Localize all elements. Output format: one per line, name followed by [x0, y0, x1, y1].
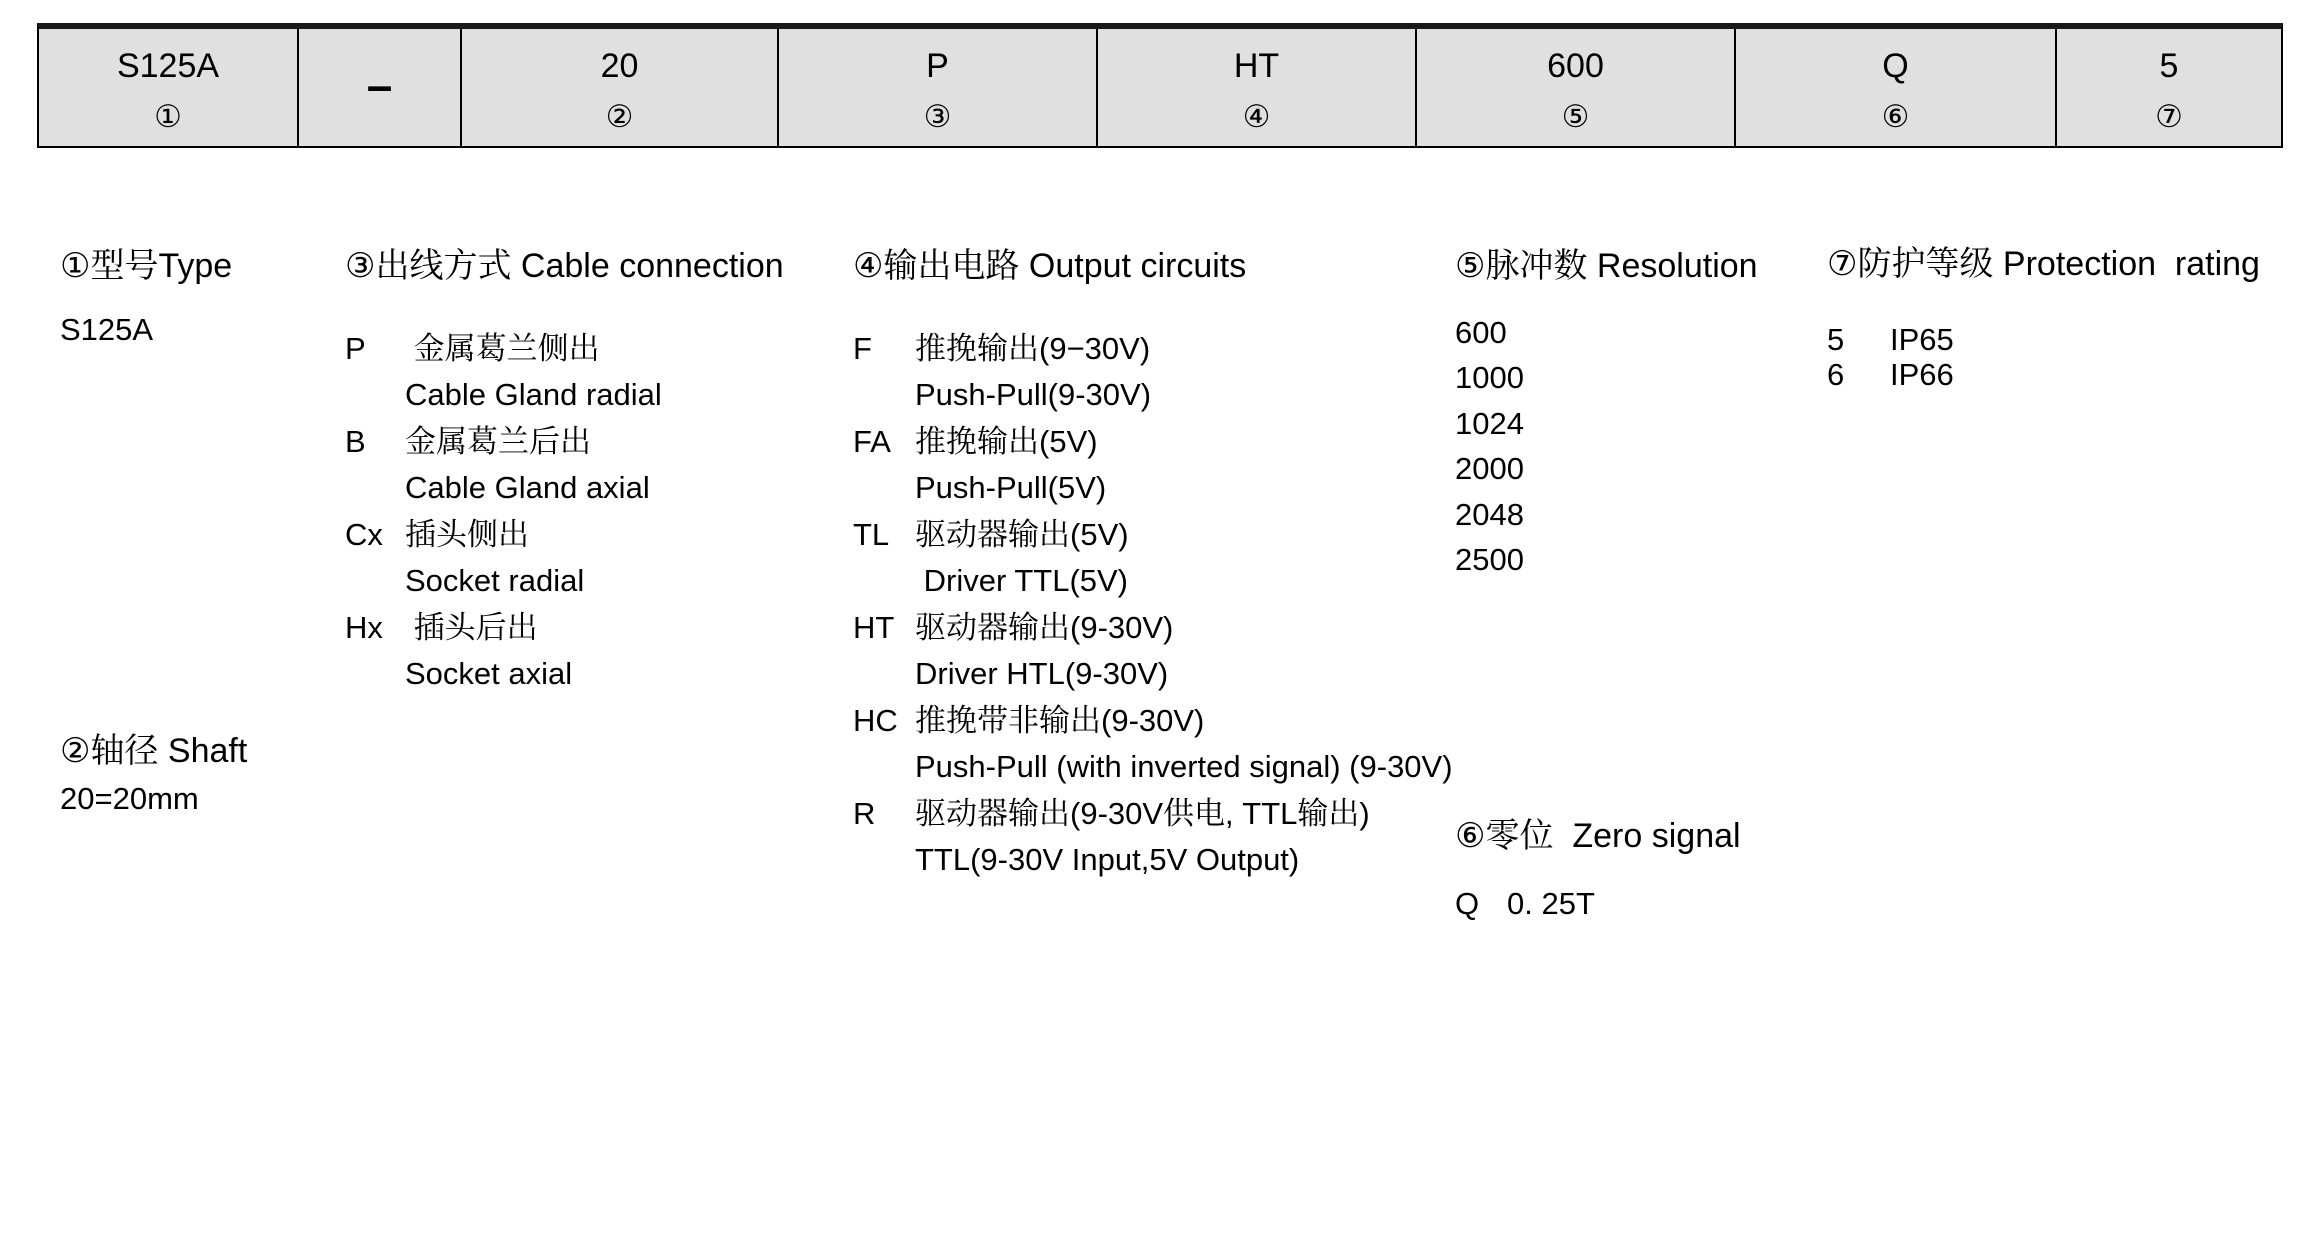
option-code: HT	[853, 610, 895, 645]
section-shaft-heading: ②轴径 Shaft	[60, 732, 248, 770]
option-value: IP66	[1890, 357, 1954, 392]
cable-option-hx	[345, 607, 905, 700]
option-code: 5	[1827, 322, 1845, 357]
option-code: B	[345, 424, 366, 459]
option-code: TL	[853, 517, 890, 552]
option-value: 0. 25T	[1507, 886, 1595, 921]
option-code: Cx	[345, 517, 383, 552]
option-label-zh: 驱动器输出(9-30V供电, TTL输出)	[915, 796, 1370, 831]
option-label-zh: 插头后出	[405, 610, 538, 645]
code-index: ①	[154, 99, 182, 134]
code-value: S125A	[116, 47, 220, 85]
output-option-f	[853, 328, 1413, 421]
protection-option-6	[1827, 357, 2127, 392]
code-value: P	[926, 47, 949, 85]
section-type-heading: ①型号Type	[60, 247, 233, 285]
option-label-zh: 金属葛兰后出	[405, 424, 591, 459]
code-cell-cable	[777, 29, 1096, 146]
section-resolution-heading: ⑤脉冲数 Resolution	[1455, 247, 1758, 285]
code-value: HT	[1233, 47, 1280, 85]
option-label-zh: 推挽输出(5V)	[915, 424, 1098, 459]
protection-list	[1827, 322, 2127, 392]
code-cell-protection	[2055, 29, 2281, 146]
code-cell-output	[1096, 29, 1415, 146]
output-option-hc	[853, 700, 1453, 793]
option-label-en: Socket radial	[405, 563, 585, 598]
option-label-en: Socket axial	[405, 656, 573, 691]
cable-option-cx	[345, 514, 905, 607]
output-option-fa	[853, 421, 1413, 514]
option-label-en: Driver TTL(5V)	[915, 563, 1129, 598]
code-value: Q	[1882, 47, 1909, 85]
resolution-value: 1024	[1455, 405, 1524, 441]
model-code-table	[37, 23, 2283, 148]
option-label-en: Cable Gland radial	[405, 377, 662, 412]
section-protection-heading: ⑦防护等级 Protection rating	[1827, 245, 2260, 283]
code-index: ②	[605, 99, 634, 134]
option-code: F	[853, 331, 872, 366]
resolution-value: 1000	[1455, 360, 1524, 396]
resolution-list	[1455, 312, 1524, 584]
code-index: ③	[923, 99, 952, 134]
code-cell-shaft	[460, 29, 777, 146]
option-label-en: Push-Pull(9-30V)	[915, 377, 1152, 412]
code-value: 600	[1547, 47, 1604, 85]
cable-option-list	[345, 328, 905, 700]
resolution-value: 600	[1455, 315, 1507, 350]
option-label-en: TTL(9-30V Input,5V Output)	[915, 842, 1300, 877]
protection-option-5	[1827, 322, 2127, 357]
section-cable-heading: ③出线方式 Cable connection	[345, 247, 784, 285]
option-code: HC	[853, 703, 898, 738]
option-code: 6	[1827, 357, 1845, 392]
cable-option-b	[345, 421, 905, 514]
code-value: 20	[600, 47, 639, 85]
option-value: IP65	[1890, 322, 1954, 357]
option-label-en: Cable Gland axial	[405, 470, 650, 505]
option-label-zh: 推挽输出(9−30V)	[915, 331, 1151, 366]
code-cell-dash	[297, 29, 460, 146]
option-label-zh: 插头侧出	[405, 517, 529, 552]
resolution-value: 2500	[1455, 541, 1524, 577]
output-option-r	[853, 793, 1413, 886]
option-label-zh: 驱动器输出(9-30V)	[915, 610, 1174, 645]
section-output-heading: ④输出电路 Output circuits	[853, 247, 1247, 285]
option-label-en: Push-Pull (with inverted signal) (9-30V)	[915, 749, 1453, 784]
code-value: 5	[2159, 47, 2179, 85]
output-option-list	[853, 328, 1453, 886]
code-index: ⑤	[1561, 99, 1590, 134]
option-code: Q	[1455, 886, 1480, 921]
code-cell-type	[39, 29, 297, 146]
output-option-ht	[853, 607, 1413, 700]
option-label-zh: 驱动器输出(5V)	[915, 517, 1129, 552]
option-label-zh: 推挽带非输出(9-30V)	[915, 703, 1205, 738]
cable-option-p	[345, 328, 905, 421]
section-zero-heading: ⑥零位 Zero signal	[1455, 817, 1741, 855]
option-code: R	[853, 796, 876, 831]
code-index: ⑥	[1881, 99, 1910, 134]
option-label-zh: 金属葛兰侧出	[405, 331, 600, 366]
option-label-en: Push-Pull(5V)	[915, 470, 1107, 505]
resolution-value: 2048	[1455, 496, 1524, 532]
option-code: P	[345, 331, 366, 366]
resolution-value: 2000	[1455, 451, 1524, 487]
section-type-value: S125A	[60, 312, 154, 347]
dash-separator: –	[366, 58, 393, 111]
code-index: ④	[1242, 99, 1271, 134]
code-index: ⑦	[2155, 99, 2183, 134]
output-option-tl	[853, 514, 1413, 607]
code-cell-zero	[1734, 29, 2055, 146]
option-code: FA	[853, 424, 891, 459]
section-shaft-value: 20=20mm	[60, 781, 199, 816]
code-cell-resolution	[1415, 29, 1734, 146]
option-code: Hx	[345, 610, 383, 645]
option-label-en: Driver HTL(9-30V)	[915, 656, 1169, 691]
